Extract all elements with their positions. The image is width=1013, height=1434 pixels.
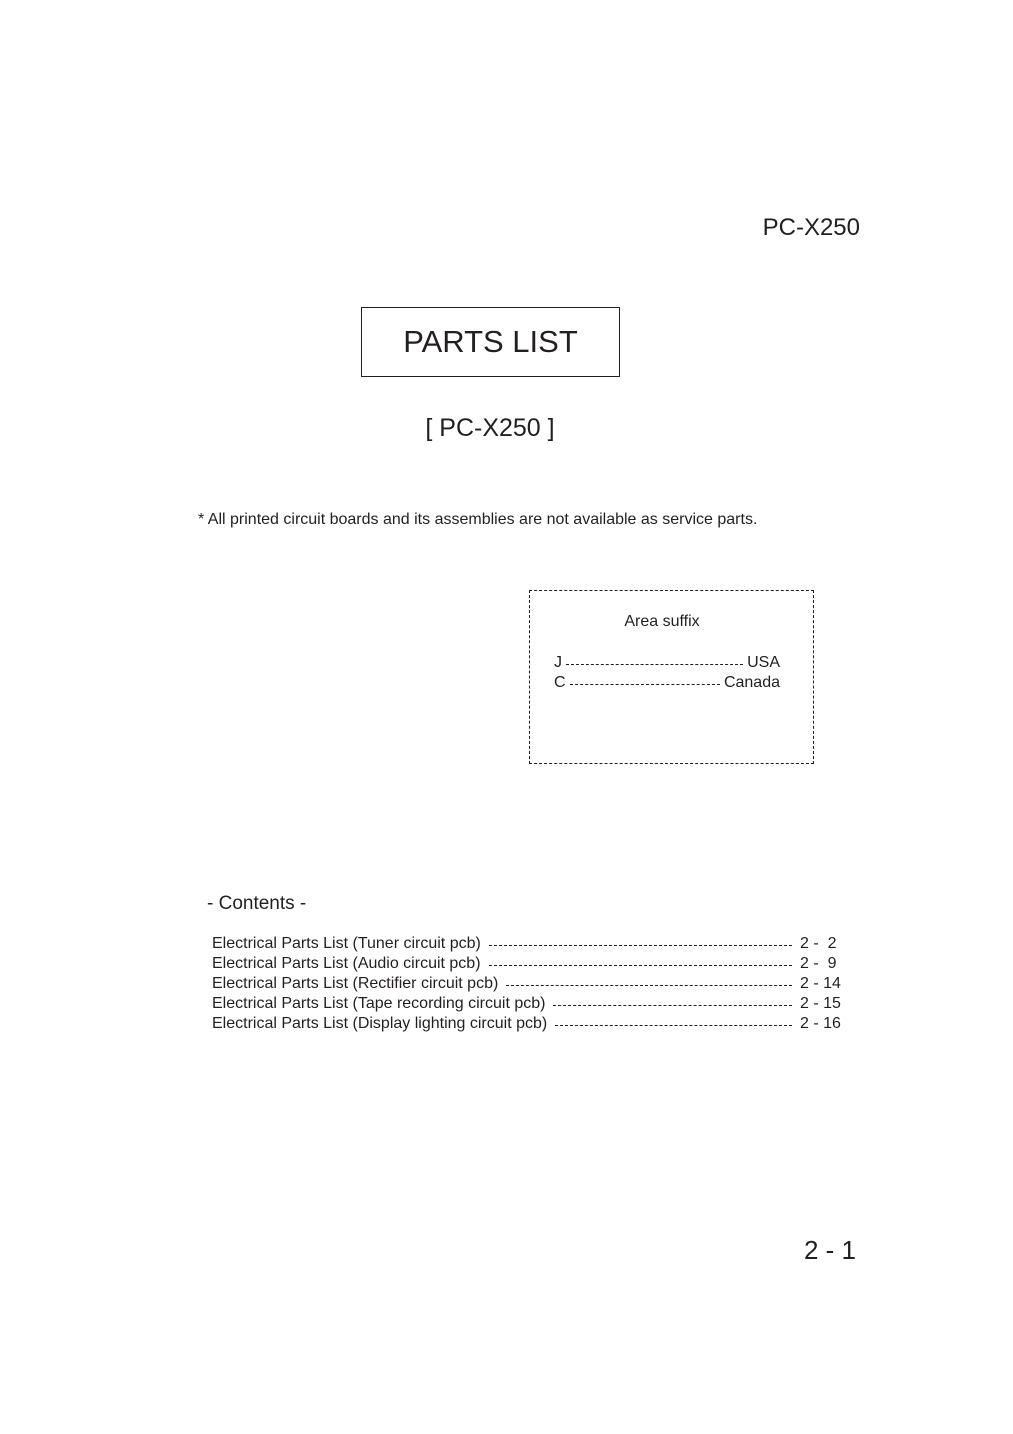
area-code: C [554, 674, 566, 691]
dotted-leader [553, 1005, 792, 1006]
contents-heading: - Contents - [207, 893, 307, 914]
area-region: USA [747, 654, 780, 671]
area-suffix-box [529, 590, 814, 764]
toc-entry [212, 994, 852, 1014]
model-number-header: PC-X250 [762, 214, 860, 241]
area-suffix-title: Area suffix [624, 613, 700, 630]
toc-entry-page: 2 - 9 [800, 955, 837, 972]
dotted-leader [506, 985, 792, 986]
dotted-leader [566, 664, 743, 665]
toc-entry [212, 974, 852, 994]
toc-entry-page: 2 - 14 [800, 975, 841, 992]
toc-entry-page: 2 - 15 [800, 995, 841, 1012]
dotted-leader [489, 945, 792, 946]
toc-entry [212, 954, 852, 974]
area-suffix-row [554, 653, 780, 673]
toc-entry-page: 2 - 16 [800, 1015, 841, 1032]
area-suffix-row [554, 673, 780, 693]
table-of-contents [212, 934, 852, 1034]
page-number: 2 - 1 [803, 1235, 856, 1265]
toc-entry-label: Electrical Parts List (Tuner circuit pcb) [212, 935, 481, 952]
area-region: Canada [723, 674, 780, 691]
toc-entry-label: Electrical Parts List (Tape recording circuit pcb) [212, 995, 546, 1012]
toc-entry-label: Electrical Parts List (Audio circuit pcb) [212, 955, 481, 972]
toc-entry-label: Electrical Parts List (Display lighting circuit pcb) [212, 1015, 548, 1032]
model-number-subtitle: [ PC-X250 ] [425, 414, 555, 442]
service-parts-notice: * All printed circuit boards and its assemblies are not available as service parts. [198, 511, 758, 528]
dotted-leader [570, 684, 720, 685]
dotted-leader [555, 1025, 792, 1026]
dotted-leader [489, 965, 792, 966]
title-box [361, 307, 620, 377]
toc-entry [212, 1014, 852, 1034]
toc-entry-label: Electrical Parts List (Rectifier circuit pcb) [212, 975, 499, 992]
toc-entry [212, 934, 852, 954]
toc-entry-page: 2 - 2 [800, 935, 837, 952]
page-title: PARTS LIST [403, 324, 578, 359]
area-code: J [554, 654, 562, 671]
